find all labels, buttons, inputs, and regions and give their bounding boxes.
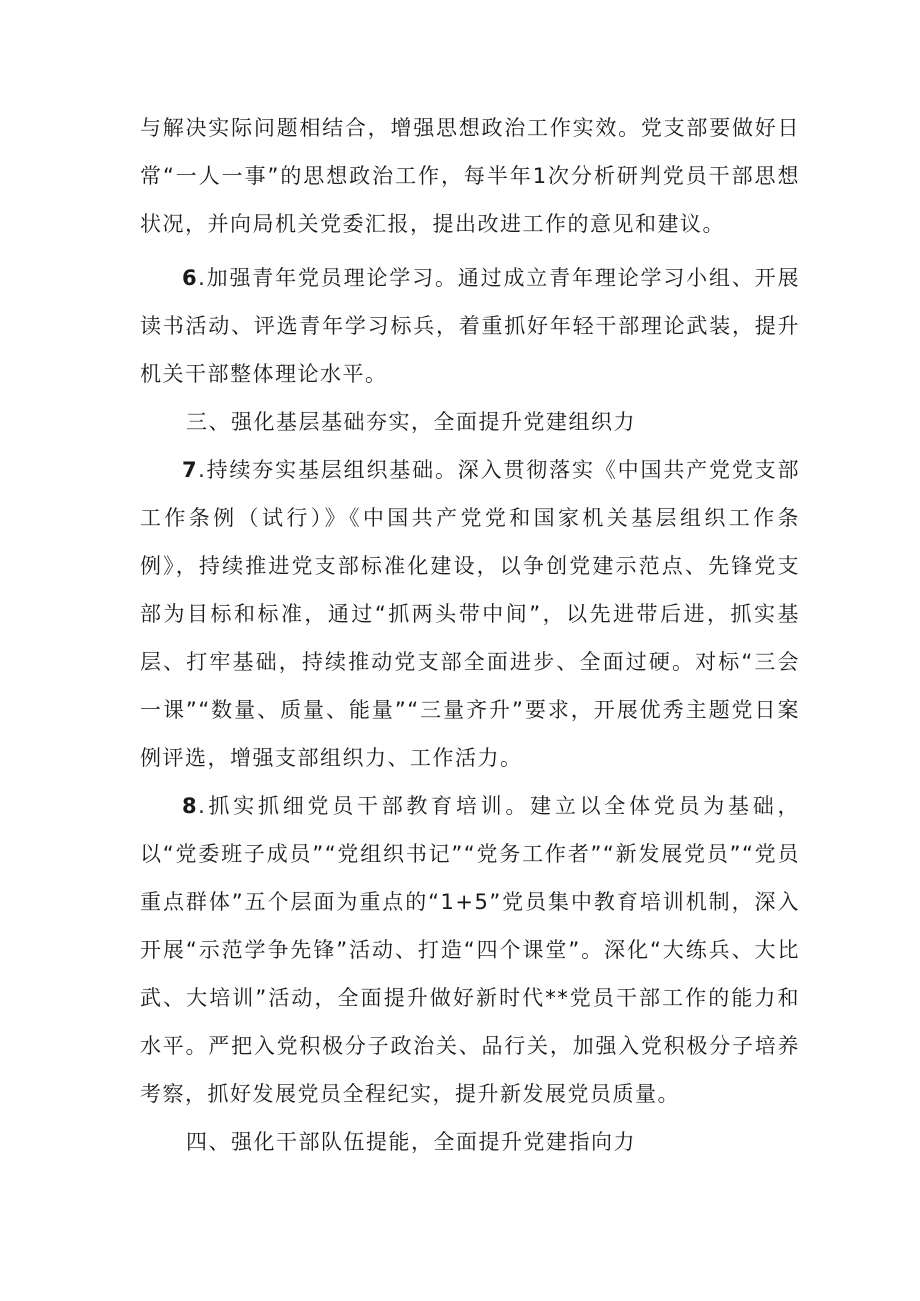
section-heading-3: 三、强化基层基础夯实，全面提升党建组织力 (186, 410, 636, 434)
item-number: 7 (182, 458, 199, 482)
section-heading-4: 四、强化干部队伍提能，全面提升党建指向力 (186, 1130, 636, 1154)
paragraph-text: .加强青年党员理论学习。通过成立青年理论学习小组、开展读书活动、评选青年学习标兵，着重抓好年轻干部理论武装，提升机关干部整体理论水平。 (140, 266, 800, 386)
paragraph-text: .持续夯实基层组织基础。深入贯彻落实《中国共产党党支部工作条例（试行）》《中国共产党党和国家机关基层组织工作条例》，持续推进党支部标准化建设，以争创党建示范点、先锋党支部为目标和标准，通过“抓两头带中间”，以先进带后进，抓实基层、打牢基础，持续推动党支部全面进步、全面过硬。对标“三会一课”“数量、质量、能量”“三量齐升”要求，开展优秀主题党日案例评选，增强支部组织力、工作活力。 (140, 458, 800, 770)
item-number: 6 (182, 266, 199, 290)
paragraph-text: .抓实抓细党员干部教育培训。建立以全体党员为基础，以“党委班子成员”“党组织书记”“党务工作者”“新发展党员”“党员重点群体”五个层面为重点的“1+5”党员集中教育培训机制，深入开展“示范学争先锋”活动、打造“四个课堂”。深化“大练兵、大比武、大培训”活动，全面提升做好新时代**党员干部工作的能力和水平。严把入党积极分子政治关、品行关，加强入党积极分子培养考察，抓好发展党员全程纪实，提升新发展党员质量。 (140, 794, 800, 1106)
paragraph-continuation: 与解决实际问题相结合，增强思想政治工作实效。党支部要做好日常“一人一事”的思想政治工作，每半年1次分析研判党员干部思想状况，并向局机关党委汇报，提出改进工作的意见和建议。 (140, 116, 800, 236)
paragraph-item-7 (140, 446, 800, 782)
item-number: 8 (182, 794, 199, 818)
paragraph-item-6 (140, 254, 800, 398)
paragraph-item-8 (140, 782, 800, 1118)
